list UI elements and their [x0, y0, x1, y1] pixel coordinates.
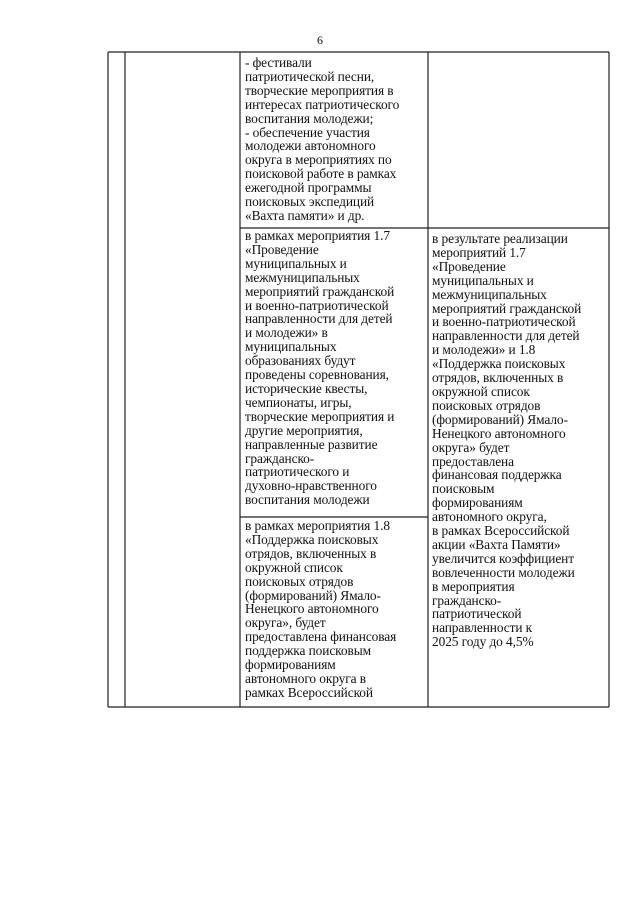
table-cell-col3-row2: в рамках мероприятия 1.7 «Проведение муниципальных и межмуниципальных мероприятий гражданской и военно-патриотической направленности для детей и молодежи» в муниципальных образованиях будут проведены соревнования, исторические квесты, чемпионаты, игры, творческие мероприятия и другие мероприятия, направленные развитие гражданско- патриотического и духовно-нравственного воспитания молодежи: [245, 228, 395, 508]
table-cell-col3-row3: в рамках мероприятия 1.8 «Поддержка поисковых отрядов, включенных в окружной список поисковых отрядов (формирований) Ямало- Ненецкого автономного округа», будет предоставлена финансовая поддержка поисковым формированиям автономного округа в рамках Всероссийской: [245, 518, 397, 700]
page-number: 6: [317, 33, 323, 47]
table-cell-col3-row1: - фестивали патриотической песни, творческие мероприятия в интересах патриотического воспитания молодежи; - обеспечение участия молодежи автономного округа в мероприятиях по поисковой работе в рамках ежегодной программы поисковых экспедиций «Вахта памяти» и др.: [245, 55, 400, 223]
table-cell-col4-row2: в результате реализации мероприятий 1.7 «Проведение муниципальных и межмуниципальных мероприятий гражданской и военно-патриотической направленности для детей и молодежи» и 1.8 «Поддержка поисковых отрядов, включенных в окружной список поисковых отрядов (формирований) Ямало- Ненецкого автономного округа» будет предоставлена финансовая поддержка поисковым формированиям автономного округа, в рамках Всероссийской акции «Вахта Памяти» увеличится коэффициент вовлеченности молодежи в мероприятия гражданско- патриотической направленности к 2025 году до 4,5%: [432, 231, 582, 650]
